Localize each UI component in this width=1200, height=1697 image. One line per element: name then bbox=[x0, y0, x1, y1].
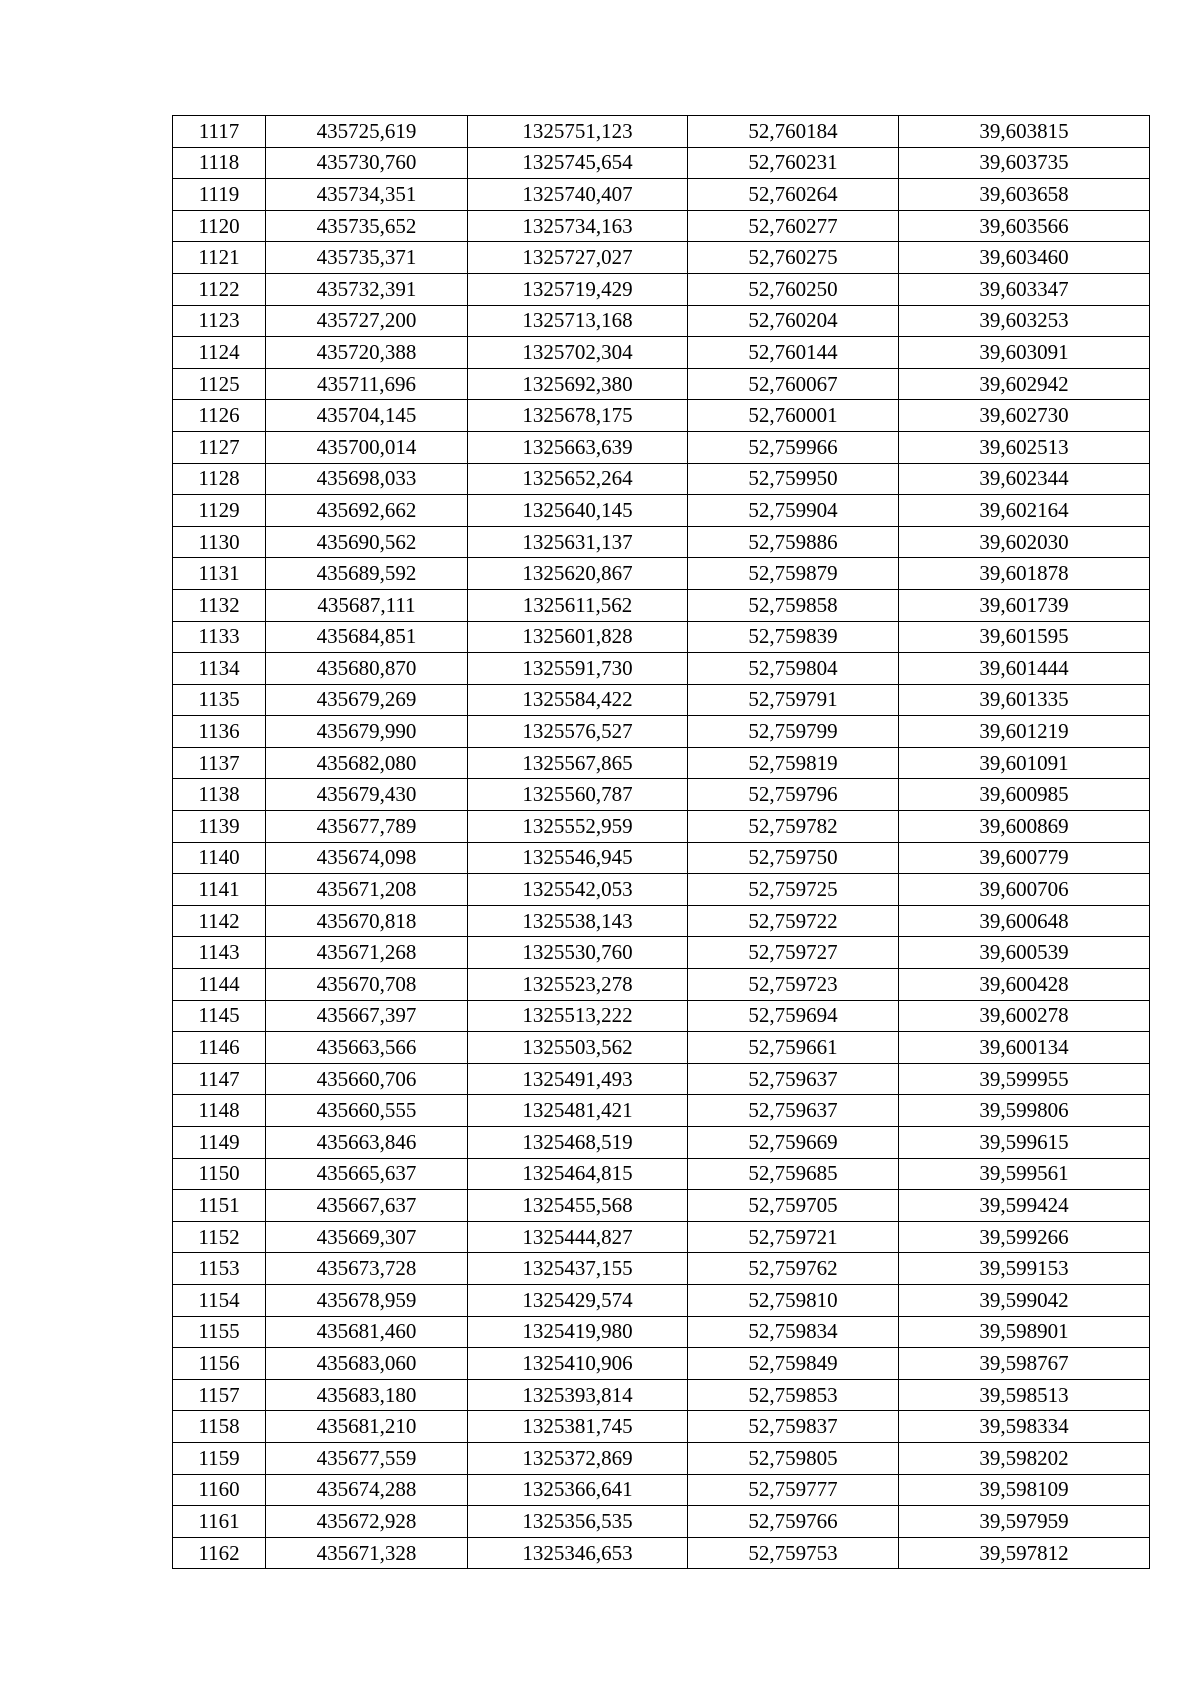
longitude-cell: 39,602730 bbox=[899, 400, 1150, 432]
table-row bbox=[173, 337, 1150, 369]
table-row bbox=[173, 1442, 1150, 1474]
table-row bbox=[173, 716, 1150, 748]
x-coordinate-cell: 435711,696 bbox=[266, 368, 468, 400]
x-coordinate-cell: 435679,430 bbox=[266, 779, 468, 811]
latitude-cell: 52,759669 bbox=[688, 1127, 899, 1159]
y-coordinate-cell: 1325584,422 bbox=[468, 684, 688, 716]
longitude-cell: 39,599153 bbox=[899, 1253, 1150, 1285]
x-coordinate-cell: 435732,391 bbox=[266, 273, 468, 305]
longitude-cell: 39,597812 bbox=[899, 1537, 1150, 1569]
y-coordinate-cell: 1325611,562 bbox=[468, 589, 688, 621]
latitude-cell: 52,760184 bbox=[688, 116, 899, 148]
x-coordinate-cell: 435667,397 bbox=[266, 1000, 468, 1032]
table-row bbox=[173, 431, 1150, 463]
y-coordinate-cell: 1325591,730 bbox=[468, 653, 688, 685]
table-row bbox=[173, 526, 1150, 558]
x-coordinate-cell: 435704,145 bbox=[266, 400, 468, 432]
longitude-cell: 39,598901 bbox=[899, 1316, 1150, 1348]
latitude-cell: 52,759837 bbox=[688, 1411, 899, 1443]
table-row bbox=[173, 779, 1150, 811]
table-row bbox=[173, 1411, 1150, 1443]
y-coordinate-cell: 1325455,568 bbox=[468, 1190, 688, 1222]
point-number-cell: 1118 bbox=[173, 147, 266, 179]
table-row bbox=[173, 1063, 1150, 1095]
point-number-cell: 1125 bbox=[173, 368, 266, 400]
y-coordinate-cell: 1325751,123 bbox=[468, 116, 688, 148]
point-number-cell: 1123 bbox=[173, 305, 266, 337]
y-coordinate-cell: 1325366,641 bbox=[468, 1474, 688, 1506]
y-coordinate-cell: 1325530,760 bbox=[468, 937, 688, 969]
longitude-cell: 39,599424 bbox=[899, 1190, 1150, 1222]
x-coordinate-cell: 435725,619 bbox=[266, 116, 468, 148]
y-coordinate-cell: 1325356,535 bbox=[468, 1506, 688, 1538]
y-coordinate-cell: 1325468,519 bbox=[468, 1127, 688, 1159]
x-coordinate-cell: 435663,566 bbox=[266, 1032, 468, 1064]
longitude-cell: 39,600985 bbox=[899, 779, 1150, 811]
y-coordinate-cell: 1325410,906 bbox=[468, 1348, 688, 1380]
point-number-cell: 1150 bbox=[173, 1158, 266, 1190]
point-number-cell: 1137 bbox=[173, 747, 266, 779]
point-number-cell: 1156 bbox=[173, 1348, 266, 1380]
longitude-cell: 39,602942 bbox=[899, 368, 1150, 400]
point-number-cell: 1162 bbox=[173, 1537, 266, 1569]
longitude-cell: 39,603091 bbox=[899, 337, 1150, 369]
point-number-cell: 1126 bbox=[173, 400, 266, 432]
x-coordinate-cell: 435734,351 bbox=[266, 179, 468, 211]
y-coordinate-cell: 1325381,745 bbox=[468, 1411, 688, 1443]
point-number-cell: 1154 bbox=[173, 1284, 266, 1316]
x-coordinate-cell: 435670,818 bbox=[266, 905, 468, 937]
longitude-cell: 39,603658 bbox=[899, 179, 1150, 211]
longitude-cell: 39,600539 bbox=[899, 937, 1150, 969]
longitude-cell: 39,600428 bbox=[899, 969, 1150, 1001]
point-number-cell: 1135 bbox=[173, 684, 266, 716]
point-number-cell: 1147 bbox=[173, 1063, 266, 1095]
x-coordinate-cell: 435665,637 bbox=[266, 1158, 468, 1190]
y-coordinate-cell: 1325567,865 bbox=[468, 747, 688, 779]
x-coordinate-cell: 435670,708 bbox=[266, 969, 468, 1001]
table-row bbox=[173, 368, 1150, 400]
latitude-cell: 52,760275 bbox=[688, 242, 899, 274]
y-coordinate-cell: 1325620,867 bbox=[468, 558, 688, 590]
latitude-cell: 52,759839 bbox=[688, 621, 899, 653]
longitude-cell: 39,600779 bbox=[899, 842, 1150, 874]
latitude-cell: 52,759966 bbox=[688, 431, 899, 463]
y-coordinate-cell: 1325678,175 bbox=[468, 400, 688, 432]
table-row bbox=[173, 684, 1150, 716]
point-number-cell: 1151 bbox=[173, 1190, 266, 1222]
x-coordinate-cell: 435672,928 bbox=[266, 1506, 468, 1538]
longitude-cell: 39,599615 bbox=[899, 1127, 1150, 1159]
y-coordinate-cell: 1325464,815 bbox=[468, 1158, 688, 1190]
point-number-cell: 1143 bbox=[173, 937, 266, 969]
latitude-cell: 52,760067 bbox=[688, 368, 899, 400]
point-number-cell: 1134 bbox=[173, 653, 266, 685]
table-row bbox=[173, 242, 1150, 274]
latitude-cell: 52,759804 bbox=[688, 653, 899, 685]
y-coordinate-cell: 1325513,222 bbox=[468, 1000, 688, 1032]
x-coordinate-cell: 435677,789 bbox=[266, 811, 468, 843]
x-coordinate-cell: 435663,846 bbox=[266, 1127, 468, 1159]
table-row bbox=[173, 811, 1150, 843]
longitude-cell: 39,601219 bbox=[899, 716, 1150, 748]
longitude-cell: 39,598767 bbox=[899, 1348, 1150, 1380]
longitude-cell: 39,600706 bbox=[899, 874, 1150, 906]
table-row bbox=[173, 210, 1150, 242]
table-row bbox=[173, 1348, 1150, 1380]
latitude-cell: 52,759750 bbox=[688, 842, 899, 874]
point-number-cell: 1153 bbox=[173, 1253, 266, 1285]
latitude-cell: 52,759796 bbox=[688, 779, 899, 811]
point-number-cell: 1161 bbox=[173, 1506, 266, 1538]
x-coordinate-cell: 435682,080 bbox=[266, 747, 468, 779]
table-row bbox=[173, 1032, 1150, 1064]
longitude-cell: 39,600278 bbox=[899, 1000, 1150, 1032]
table-row bbox=[173, 653, 1150, 685]
x-coordinate-cell: 435674,288 bbox=[266, 1474, 468, 1506]
point-number-cell: 1136 bbox=[173, 716, 266, 748]
latitude-cell: 52,760204 bbox=[688, 305, 899, 337]
point-number-cell: 1142 bbox=[173, 905, 266, 937]
latitude-cell: 52,759834 bbox=[688, 1316, 899, 1348]
latitude-cell: 52,759799 bbox=[688, 716, 899, 748]
x-coordinate-cell: 435673,728 bbox=[266, 1253, 468, 1285]
longitude-cell: 39,599561 bbox=[899, 1158, 1150, 1190]
latitude-cell: 52,759661 bbox=[688, 1032, 899, 1064]
table-row bbox=[173, 400, 1150, 432]
table-row bbox=[173, 1127, 1150, 1159]
point-number-cell: 1158 bbox=[173, 1411, 266, 1443]
latitude-cell: 52,759762 bbox=[688, 1253, 899, 1285]
table-row bbox=[173, 1158, 1150, 1190]
point-number-cell: 1145 bbox=[173, 1000, 266, 1032]
table-row bbox=[173, 273, 1150, 305]
longitude-cell: 39,601595 bbox=[899, 621, 1150, 653]
y-coordinate-cell: 1325702,304 bbox=[468, 337, 688, 369]
latitude-cell: 52,759904 bbox=[688, 495, 899, 527]
x-coordinate-cell: 435667,637 bbox=[266, 1190, 468, 1222]
table-row bbox=[173, 969, 1150, 1001]
table-row bbox=[173, 1095, 1150, 1127]
longitude-cell: 39,598109 bbox=[899, 1474, 1150, 1506]
table-row bbox=[173, 1221, 1150, 1253]
y-coordinate-cell: 1325652,264 bbox=[468, 463, 688, 495]
latitude-cell: 52,759849 bbox=[688, 1348, 899, 1380]
x-coordinate-cell: 435730,760 bbox=[266, 147, 468, 179]
x-coordinate-cell: 435727,200 bbox=[266, 305, 468, 337]
longitude-cell: 39,597959 bbox=[899, 1506, 1150, 1538]
point-number-cell: 1132 bbox=[173, 589, 266, 621]
latitude-cell: 52,759637 bbox=[688, 1063, 899, 1095]
table-row bbox=[173, 589, 1150, 621]
longitude-cell: 39,603253 bbox=[899, 305, 1150, 337]
y-coordinate-cell: 1325745,654 bbox=[468, 147, 688, 179]
point-number-cell: 1121 bbox=[173, 242, 266, 274]
latitude-cell: 52,759853 bbox=[688, 1379, 899, 1411]
y-coordinate-cell: 1325346,653 bbox=[468, 1537, 688, 1569]
table-row bbox=[173, 874, 1150, 906]
x-coordinate-cell: 435683,060 bbox=[266, 1348, 468, 1380]
latitude-cell: 52,759777 bbox=[688, 1474, 899, 1506]
latitude-cell: 52,760250 bbox=[688, 273, 899, 305]
table-row bbox=[173, 1190, 1150, 1222]
longitude-cell: 39,601444 bbox=[899, 653, 1150, 685]
point-number-cell: 1131 bbox=[173, 558, 266, 590]
y-coordinate-cell: 1325419,980 bbox=[468, 1316, 688, 1348]
x-coordinate-cell: 435690,562 bbox=[266, 526, 468, 558]
longitude-cell: 39,603460 bbox=[899, 242, 1150, 274]
y-coordinate-cell: 1325740,407 bbox=[468, 179, 688, 211]
y-coordinate-cell: 1325719,429 bbox=[468, 273, 688, 305]
x-coordinate-cell: 435660,555 bbox=[266, 1095, 468, 1127]
x-coordinate-cell: 435692,662 bbox=[266, 495, 468, 527]
longitude-cell: 39,603735 bbox=[899, 147, 1150, 179]
x-coordinate-cell: 435735,652 bbox=[266, 210, 468, 242]
longitude-cell: 39,599955 bbox=[899, 1063, 1150, 1095]
point-number-cell: 1122 bbox=[173, 273, 266, 305]
x-coordinate-cell: 435681,460 bbox=[266, 1316, 468, 1348]
x-coordinate-cell: 435683,180 bbox=[266, 1379, 468, 1411]
table-row bbox=[173, 842, 1150, 874]
latitude-cell: 52,759791 bbox=[688, 684, 899, 716]
x-coordinate-cell: 435720,388 bbox=[266, 337, 468, 369]
latitude-cell: 52,759727 bbox=[688, 937, 899, 969]
x-coordinate-cell: 435735,371 bbox=[266, 242, 468, 274]
point-number-cell: 1138 bbox=[173, 779, 266, 811]
point-number-cell: 1120 bbox=[173, 210, 266, 242]
y-coordinate-cell: 1325444,827 bbox=[468, 1221, 688, 1253]
point-number-cell: 1148 bbox=[173, 1095, 266, 1127]
longitude-cell: 39,602344 bbox=[899, 463, 1150, 495]
table-row bbox=[173, 147, 1150, 179]
latitude-cell: 52,759950 bbox=[688, 463, 899, 495]
table-row bbox=[173, 1000, 1150, 1032]
x-coordinate-cell: 435689,592 bbox=[266, 558, 468, 590]
latitude-cell: 52,759766 bbox=[688, 1506, 899, 1538]
y-coordinate-cell: 1325601,828 bbox=[468, 621, 688, 653]
latitude-cell: 52,759685 bbox=[688, 1158, 899, 1190]
table-row bbox=[173, 463, 1150, 495]
longitude-cell: 39,600648 bbox=[899, 905, 1150, 937]
table-row bbox=[173, 621, 1150, 653]
y-coordinate-cell: 1325640,145 bbox=[468, 495, 688, 527]
longitude-cell: 39,599266 bbox=[899, 1221, 1150, 1253]
latitude-cell: 52,760144 bbox=[688, 337, 899, 369]
y-coordinate-cell: 1325734,163 bbox=[468, 210, 688, 242]
longitude-cell: 39,603566 bbox=[899, 210, 1150, 242]
x-coordinate-cell: 435671,328 bbox=[266, 1537, 468, 1569]
point-number-cell: 1130 bbox=[173, 526, 266, 558]
longitude-cell: 39,600869 bbox=[899, 811, 1150, 843]
x-coordinate-cell: 435698,033 bbox=[266, 463, 468, 495]
point-number-cell: 1144 bbox=[173, 969, 266, 1001]
y-coordinate-cell: 1325538,143 bbox=[468, 905, 688, 937]
y-coordinate-cell: 1325372,869 bbox=[468, 1442, 688, 1474]
y-coordinate-cell: 1325546,945 bbox=[468, 842, 688, 874]
longitude-cell: 39,601335 bbox=[899, 684, 1150, 716]
latitude-cell: 52,760231 bbox=[688, 147, 899, 179]
y-coordinate-cell: 1325437,155 bbox=[468, 1253, 688, 1285]
latitude-cell: 52,759637 bbox=[688, 1095, 899, 1127]
x-coordinate-cell: 435669,307 bbox=[266, 1221, 468, 1253]
table-row bbox=[173, 937, 1150, 969]
table-row bbox=[173, 1506, 1150, 1538]
table-row bbox=[173, 905, 1150, 937]
table-row bbox=[173, 1316, 1150, 1348]
y-coordinate-cell: 1325576,527 bbox=[468, 716, 688, 748]
y-coordinate-cell: 1325552,959 bbox=[468, 811, 688, 843]
longitude-cell: 39,599042 bbox=[899, 1284, 1150, 1316]
longitude-cell: 39,598513 bbox=[899, 1379, 1150, 1411]
point-number-cell: 1119 bbox=[173, 179, 266, 211]
latitude-cell: 52,759753 bbox=[688, 1537, 899, 1569]
point-number-cell: 1146 bbox=[173, 1032, 266, 1064]
coordinates-table bbox=[172, 115, 1150, 1569]
table-row bbox=[173, 1284, 1150, 1316]
longitude-cell: 39,598334 bbox=[899, 1411, 1150, 1443]
latitude-cell: 52,759705 bbox=[688, 1190, 899, 1222]
point-number-cell: 1160 bbox=[173, 1474, 266, 1506]
y-coordinate-cell: 1325393,814 bbox=[468, 1379, 688, 1411]
table-row bbox=[173, 1537, 1150, 1569]
table-row bbox=[173, 1379, 1150, 1411]
x-coordinate-cell: 435678,959 bbox=[266, 1284, 468, 1316]
y-coordinate-cell: 1325491,493 bbox=[468, 1063, 688, 1095]
x-coordinate-cell: 435680,870 bbox=[266, 653, 468, 685]
longitude-cell: 39,601739 bbox=[899, 589, 1150, 621]
latitude-cell: 52,760264 bbox=[688, 179, 899, 211]
point-number-cell: 1139 bbox=[173, 811, 266, 843]
table-row bbox=[173, 1253, 1150, 1285]
longitude-cell: 39,603347 bbox=[899, 273, 1150, 305]
table-row bbox=[173, 747, 1150, 779]
point-number-cell: 1149 bbox=[173, 1127, 266, 1159]
point-number-cell: 1124 bbox=[173, 337, 266, 369]
x-coordinate-cell: 435687,111 bbox=[266, 589, 468, 621]
y-coordinate-cell: 1325713,168 bbox=[468, 305, 688, 337]
latitude-cell: 52,759810 bbox=[688, 1284, 899, 1316]
y-coordinate-cell: 1325542,053 bbox=[468, 874, 688, 906]
longitude-cell: 39,603815 bbox=[899, 116, 1150, 148]
table-row bbox=[173, 179, 1150, 211]
table-row bbox=[173, 495, 1150, 527]
x-coordinate-cell: 435660,706 bbox=[266, 1063, 468, 1095]
point-number-cell: 1133 bbox=[173, 621, 266, 653]
longitude-cell: 39,599806 bbox=[899, 1095, 1150, 1127]
latitude-cell: 52,759886 bbox=[688, 526, 899, 558]
coordinates-table-body bbox=[173, 116, 1150, 1569]
x-coordinate-cell: 435671,208 bbox=[266, 874, 468, 906]
latitude-cell: 52,759722 bbox=[688, 905, 899, 937]
point-number-cell: 1129 bbox=[173, 495, 266, 527]
table-row bbox=[173, 116, 1150, 148]
longitude-cell: 39,602164 bbox=[899, 495, 1150, 527]
latitude-cell: 52,759805 bbox=[688, 1442, 899, 1474]
y-coordinate-cell: 1325631,137 bbox=[468, 526, 688, 558]
y-coordinate-cell: 1325692,380 bbox=[468, 368, 688, 400]
point-number-cell: 1141 bbox=[173, 874, 266, 906]
latitude-cell: 52,759694 bbox=[688, 1000, 899, 1032]
y-coordinate-cell: 1325429,574 bbox=[468, 1284, 688, 1316]
longitude-cell: 39,601091 bbox=[899, 747, 1150, 779]
table-row bbox=[173, 558, 1150, 590]
x-coordinate-cell: 435679,990 bbox=[266, 716, 468, 748]
y-coordinate-cell: 1325560,787 bbox=[468, 779, 688, 811]
y-coordinate-cell: 1325663,639 bbox=[468, 431, 688, 463]
x-coordinate-cell: 435679,269 bbox=[266, 684, 468, 716]
table-row bbox=[173, 1474, 1150, 1506]
point-number-cell: 1157 bbox=[173, 1379, 266, 1411]
x-coordinate-cell: 435700,014 bbox=[266, 431, 468, 463]
x-coordinate-cell: 435684,851 bbox=[266, 621, 468, 653]
y-coordinate-cell: 1325503,562 bbox=[468, 1032, 688, 1064]
point-number-cell: 1128 bbox=[173, 463, 266, 495]
point-number-cell: 1140 bbox=[173, 842, 266, 874]
longitude-cell: 39,601878 bbox=[899, 558, 1150, 590]
latitude-cell: 52,759725 bbox=[688, 874, 899, 906]
x-coordinate-cell: 435671,268 bbox=[266, 937, 468, 969]
latitude-cell: 52,759819 bbox=[688, 747, 899, 779]
y-coordinate-cell: 1325481,421 bbox=[468, 1095, 688, 1127]
x-coordinate-cell: 435677,559 bbox=[266, 1442, 468, 1474]
table-row bbox=[173, 305, 1150, 337]
point-number-cell: 1159 bbox=[173, 1442, 266, 1474]
longitude-cell: 39,600134 bbox=[899, 1032, 1150, 1064]
longitude-cell: 39,598202 bbox=[899, 1442, 1150, 1474]
point-number-cell: 1152 bbox=[173, 1221, 266, 1253]
latitude-cell: 52,760001 bbox=[688, 400, 899, 432]
y-coordinate-cell: 1325523,278 bbox=[468, 969, 688, 1001]
point-number-cell: 1127 bbox=[173, 431, 266, 463]
point-number-cell: 1155 bbox=[173, 1316, 266, 1348]
longitude-cell: 39,602513 bbox=[899, 431, 1150, 463]
latitude-cell: 52,759721 bbox=[688, 1221, 899, 1253]
x-coordinate-cell: 435681,210 bbox=[266, 1411, 468, 1443]
latitude-cell: 52,759858 bbox=[688, 589, 899, 621]
longitude-cell: 39,602030 bbox=[899, 526, 1150, 558]
x-coordinate-cell: 435674,098 bbox=[266, 842, 468, 874]
y-coordinate-cell: 1325727,027 bbox=[468, 242, 688, 274]
point-number-cell: 1117 bbox=[173, 116, 266, 148]
latitude-cell: 52,759879 bbox=[688, 558, 899, 590]
latitude-cell: 52,759723 bbox=[688, 969, 899, 1001]
latitude-cell: 52,759782 bbox=[688, 811, 899, 843]
latitude-cell: 52,760277 bbox=[688, 210, 899, 242]
